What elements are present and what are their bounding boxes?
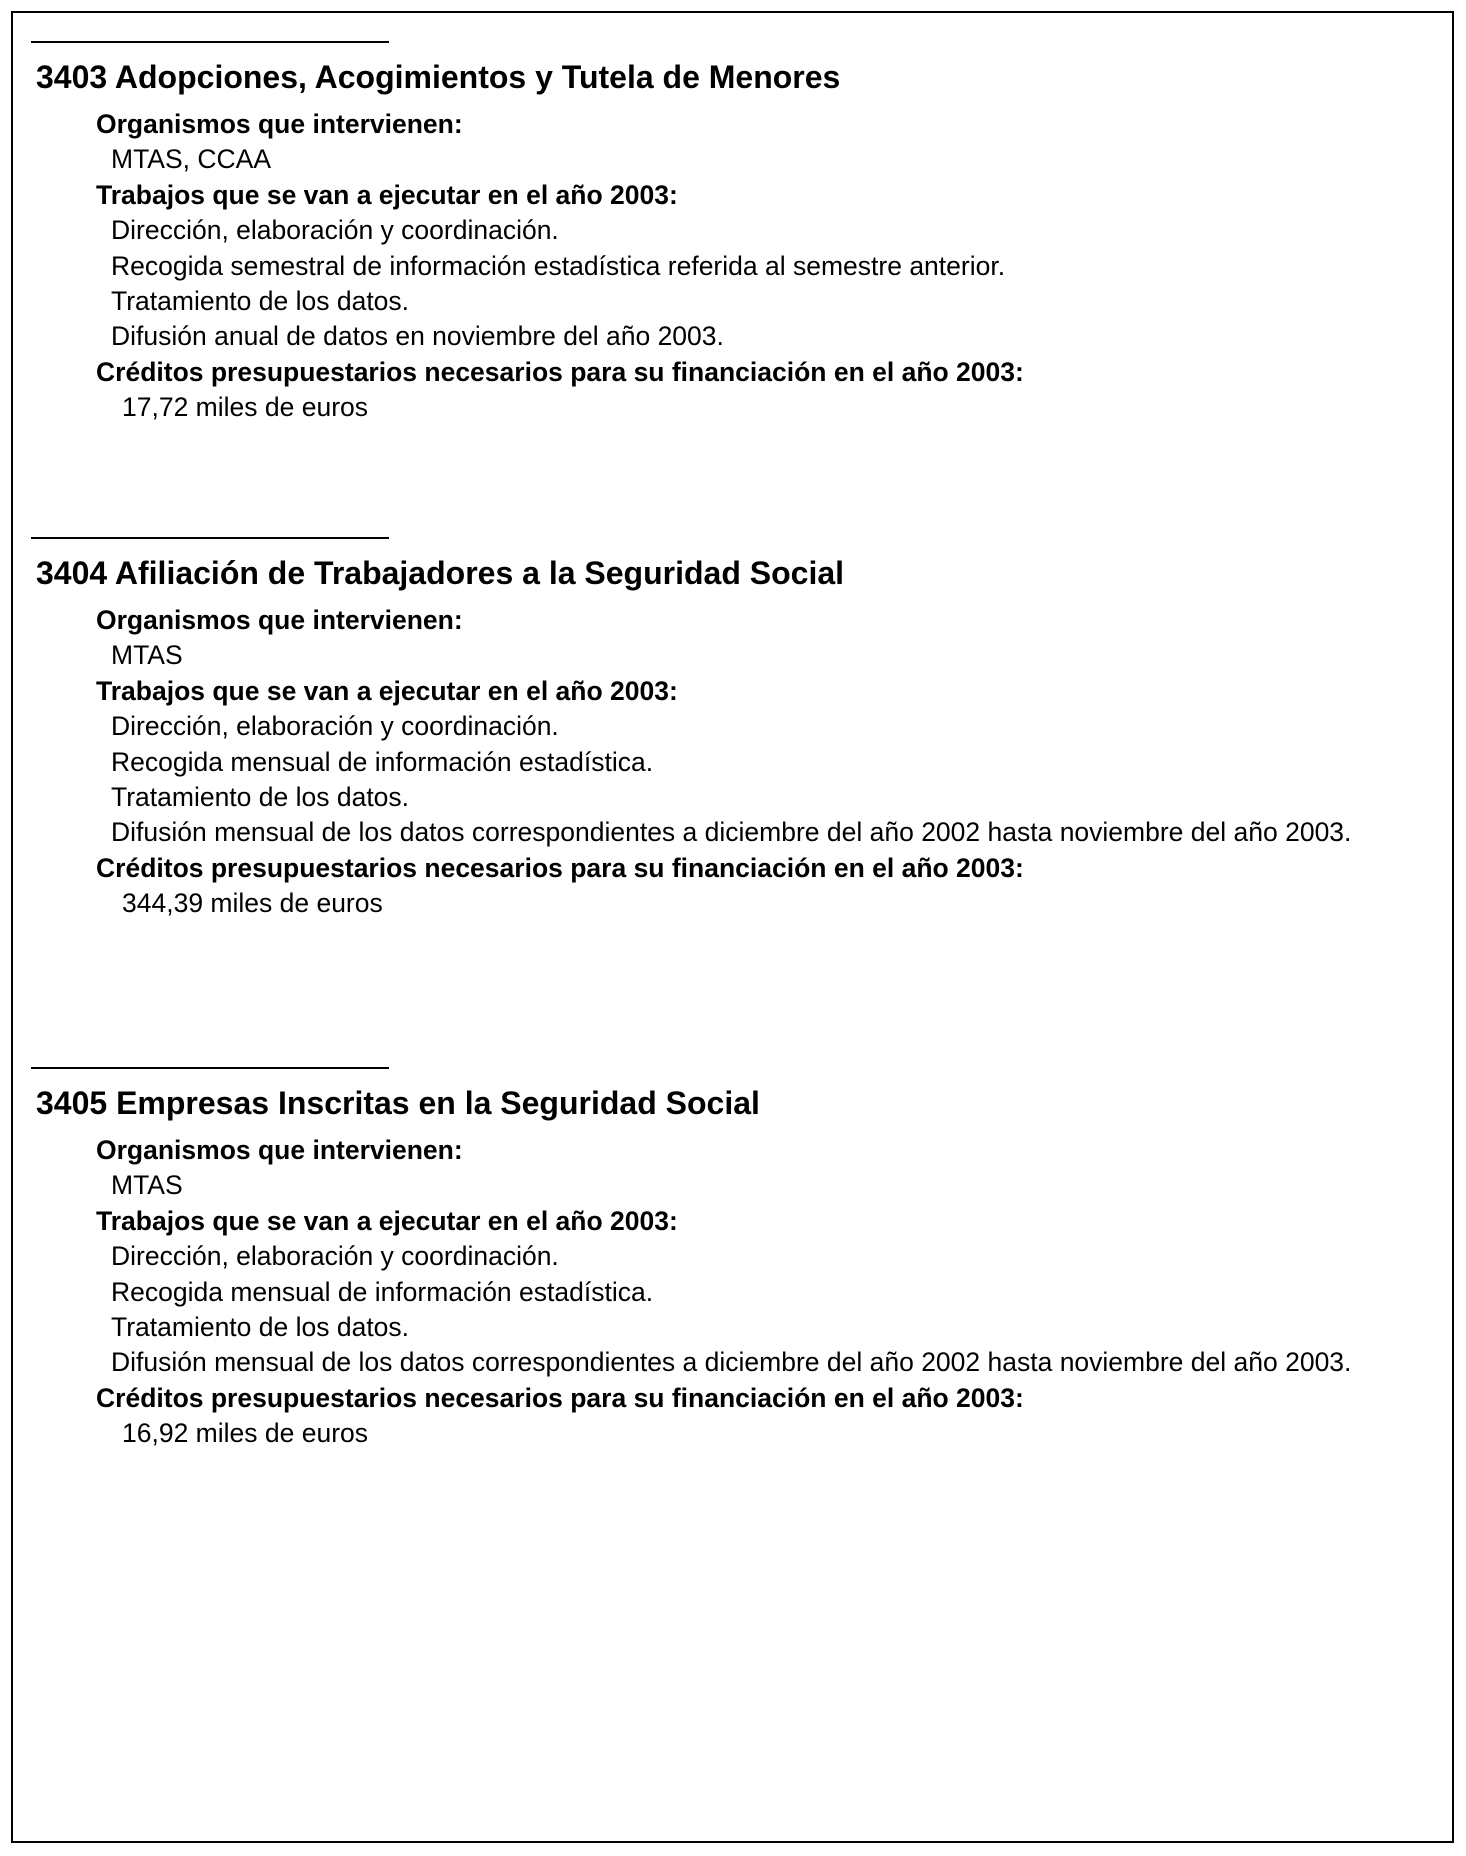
organismos-label: Organismos que intervienen: [96,605,463,635]
trabajo-item: Difusión mensual de los datos correspondientes a diciembre del año 2002 hasta noviembre del año 2003. [111,817,1352,848]
trabajos-label: Trabajos que se van a ejecutar en el año 2003: [96,179,678,210]
trabajo-item: Tratamiento de los datos. [111,782,410,813]
creditos-label: Créditos presupuestarios necesarios para su financiación en el año 2003: [96,356,1024,387]
creditos-label: Créditos presupuestarios necesarios para su financiación en el año 2003: [96,1382,1024,1413]
creditos-value: 17,72 miles de euros [122,392,369,423]
section-title: 3405 Empresas Inscritas en la Seguridad Social [36,1085,760,1121]
organismos-label: Organismos que intervienen: [96,109,463,139]
trabajo-item: Difusión anual de datos en noviembre del año 2003. [111,321,724,352]
section-body [96,107,1438,426]
trabajo-item: Recogida semestral de información estadística referida al semestre anterior. [111,250,1006,281]
organismos-value: MTAS [111,640,183,671]
organismos-label: Organismos que intervienen: [96,1135,463,1165]
trabajo-item: Dirección, elaboración y coordinación. [111,1241,559,1272]
document-frame [11,11,1454,1843]
section-rule [31,41,389,43]
trabajo-item: Dirección, elaboración y coordinación. [111,711,559,742]
section-title: 3404 Afiliación de Trabajadores a la Seguridad Social [36,555,845,591]
section-rule [31,537,389,539]
trabajo-item: Tratamiento de los datos. [111,286,410,317]
trabajos-label: Trabajos que se van a ejecutar en el año 2003: [96,1205,678,1236]
section-body [96,1133,1438,1452]
organismos-value: MTAS, CCAA [111,144,271,175]
section-rule [31,1067,389,1069]
trabajo-item: Tratamiento de los datos. [111,1312,410,1343]
trabajo-item: Dirección, elaboración y coordinación. [111,215,559,246]
creditos-value: 16,92 miles de euros [122,1418,369,1449]
organismos-value: MTAS [111,1170,183,1201]
trabajo-item: Recogida mensual de información estadística. [111,1276,654,1307]
section-title: 3403 Adopciones, Acogimientos y Tutela de Menores [36,59,841,95]
trabajo-item: Difusión mensual de los datos correspondientes a diciembre del año 2002 hasta noviembre del año 2003. [111,1347,1352,1378]
section-body [96,603,1438,922]
creditos-value: 344,39 miles de euros [122,888,383,919]
trabajo-item: Recogida mensual de información estadística. [111,746,654,777]
trabajos-label: Trabajos que se van a ejecutar en el año 2003: [96,675,678,706]
creditos-label: Créditos presupuestarios necesarios para su financiación en el año 2003: [96,852,1024,883]
